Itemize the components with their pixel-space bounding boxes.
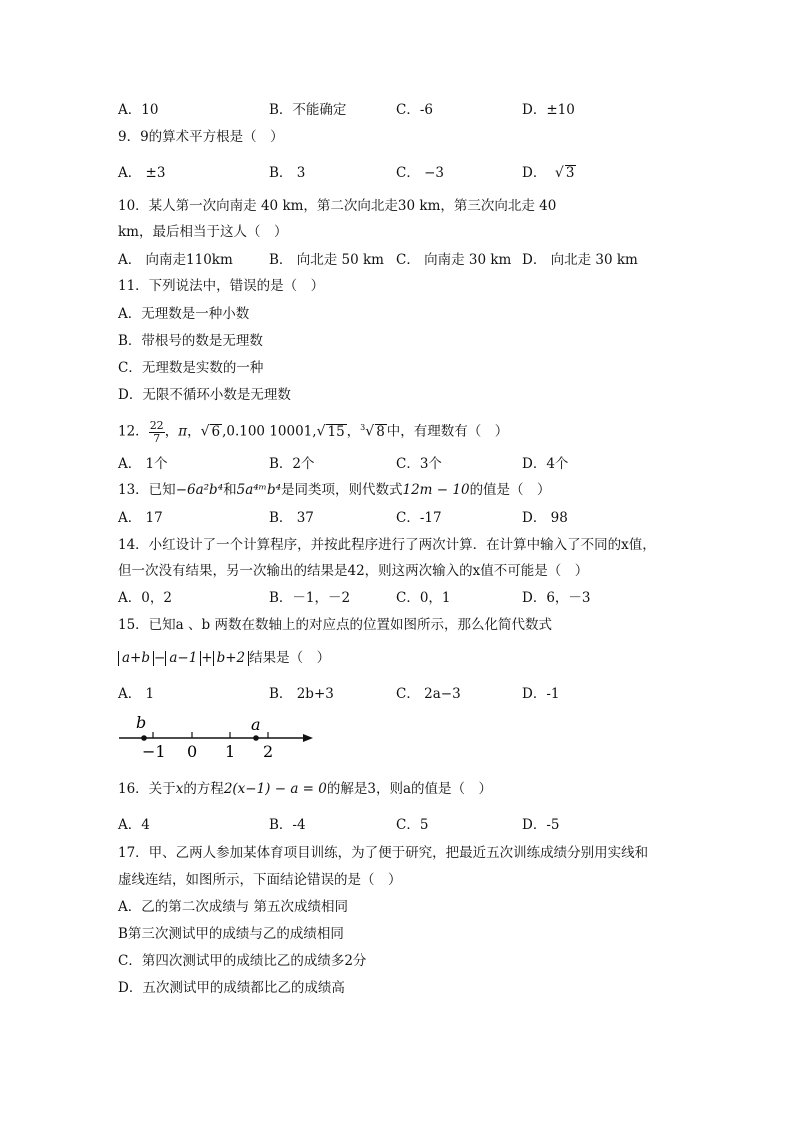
q17-stem-line1: 17．甲、乙两人参加某体育项目训练，为了便于研究，把最近五次训练成绩分别用实线和	[118, 845, 649, 861]
q13-option-c[interactable]: C．-17	[396, 510, 442, 526]
q12-sqrt6: 6	[211, 423, 221, 440]
q10-option-b[interactable]: B． 向北走 50 km	[269, 252, 384, 268]
q10-options	[118, 251, 718, 269]
q16-var: x	[175, 781, 184, 797]
q9-option-a[interactable]: A． ±3	[118, 165, 166, 181]
radical-sign-icon: √	[316, 423, 326, 440]
q11-choice-c[interactable]: C．无理数是实数的一种	[118, 360, 264, 376]
q15-abs1: a+b	[118, 651, 154, 666]
point-b-dot	[141, 735, 147, 741]
q11-choice-a[interactable]: A．无理数是一种小数	[118, 306, 250, 322]
q12-fraction	[149, 420, 165, 445]
q12-frac-den: 7	[153, 431, 161, 445]
q9-stem: 9．9的算术平方根是（ ）	[118, 129, 284, 145]
q17-choice-d[interactable]: D．五次测试甲的成绩都比乙的成绩高	[118, 980, 345, 996]
q11-choice-b[interactable]: B．带根号的数是无理数	[118, 333, 263, 349]
q15-abs3: b+2	[213, 651, 250, 666]
radical-sign-icon: √	[200, 423, 210, 440]
q8-options	[118, 101, 718, 119]
q12-prefix: 12．	[118, 423, 149, 440]
q15-stem-line2	[118, 649, 330, 667]
q10-stem-line1: 10．某人第一次向南走 40 km，第二次向北走30 km，第三次向北走 40	[118, 198, 557, 214]
q14-options	[118, 589, 718, 607]
q11-choice-d[interactable]: D．无限不循环小数是无理数	[118, 387, 291, 403]
q16-options	[118, 816, 718, 834]
q8-option-b[interactable]: B．不能确定	[269, 102, 347, 118]
q12-option-a[interactable]: A． 1个	[118, 456, 168, 472]
q12-decimal: 0.100 10001	[226, 423, 313, 440]
q14-stem-line1: 14．小红设计了一个计算程序，并按此程序进行了两次计算．在计算中输入了不同的x值，	[118, 537, 656, 553]
q12-stem: 12． $\frac{22}{7}$ ，π，√ 6 ,0.100 10001,√ 15 ，$^3$√ 8 中，有理数有（ ）	[118, 418, 509, 445]
q16-stem	[118, 780, 492, 798]
q16-option-c[interactable]: C．5	[396, 817, 429, 833]
q14-stem-line2: 但一次没有结果，另一次输出的结果是42，则这两次输入的x值不可能是（ ）	[118, 563, 589, 579]
point-b-label: b	[136, 713, 147, 732]
q15-stem-line1: 15．已知a 、b 两数在数轴上的对应点的位置如图所示，那么化简代数式	[118, 617, 552, 633]
q13-term2: 5a⁴ᵐb⁴	[236, 482, 281, 498]
q16-option-d[interactable]: D．-5	[522, 817, 560, 833]
q12-cbrt-index: 3	[360, 423, 366, 432]
q16-equation: 2(x−1) − a = 0	[223, 781, 327, 797]
q13-option-d[interactable]: D． 98	[522, 510, 568, 526]
tick-label: −1	[142, 742, 166, 761]
q14-option-a[interactable]: A．0，2	[118, 590, 172, 606]
q17-choice-a[interactable]: A．乙的第二次成绩与 第五次成绩相同	[118, 899, 349, 915]
q15-minus: −	[154, 650, 166, 666]
q10-option-c[interactable]: C． 向南走 30 km	[396, 252, 512, 268]
q14-option-d[interactable]: D．6，－3	[522, 590, 591, 606]
q16-stem-pre: 16．关于	[118, 781, 176, 797]
q15-option-c[interactable]: C． 2a−3	[396, 686, 461, 702]
q15-plus: +	[201, 650, 213, 666]
q12-option-d[interactable]: D．4个	[522, 456, 569, 472]
tick-label: 1	[225, 742, 236, 761]
q13-stem-pre: 13．已知	[118, 482, 176, 498]
q15-options	[118, 685, 718, 703]
q12-sqrt15: 15	[327, 423, 345, 440]
q9-options	[118, 164, 718, 182]
q8-option-c[interactable]: C．-6	[396, 102, 433, 118]
tick-label: 2	[263, 742, 274, 761]
q13-stem-mid: 是同类项，则代数式	[281, 482, 403, 498]
q13-expr: 12m − 10	[402, 482, 470, 498]
q15-option-d[interactable]: D．-1	[522, 686, 560, 702]
q12-cbrt8: 8	[376, 423, 385, 440]
q8-option-a[interactable]: A．10	[118, 102, 159, 118]
q13-stem	[118, 481, 551, 499]
q9-sqrt-value: 3	[565, 165, 575, 181]
q17-choice-b[interactable]: B第三次测试甲的成绩与乙的成绩相同	[118, 926, 344, 942]
q12-option-c[interactable]: C．3个	[396, 456, 442, 472]
q15-option-a[interactable]: A． 1	[118, 686, 155, 702]
point-a-label: a	[251, 715, 261, 734]
q16-stem-post: 的解是3，则a的值是（ ）	[326, 781, 493, 797]
q16-option-a[interactable]: A．4	[118, 817, 150, 833]
radical-sign-icon: √	[554, 165, 564, 181]
q10-option-d[interactable]: D． 向北走 30 km	[522, 252, 638, 268]
q14-option-b[interactable]: B．－1，－2	[269, 590, 351, 606]
q10-option-a[interactable]: A． 向南走110km	[118, 252, 233, 268]
q10-stem-line2: km，最后相当于这人（ ）	[118, 224, 288, 240]
q13-mid: 和	[223, 482, 237, 498]
q12-options	[118, 455, 718, 473]
q12-option-b[interactable]: B．2个	[269, 456, 315, 472]
q12-pi: π	[178, 423, 188, 440]
q15-option-b[interactable]: B． 2b+3	[269, 686, 334, 702]
q8-option-d[interactable]: D．±10	[522, 102, 575, 118]
q13-term1: −6a²b⁴	[175, 482, 224, 498]
arrow-right-icon	[303, 734, 313, 742]
q15-number-line	[115, 712, 320, 762]
q11-stem: 11．下列说法中，错误的是（ ）	[118, 278, 325, 294]
q14-option-c[interactable]: C．0，1	[396, 590, 451, 606]
q9-option-b[interactable]: B． 3	[269, 165, 306, 181]
q17-stem-line2: 虚线连结，如图所示，下面结论错误的是（ ）	[118, 872, 402, 888]
q13-option-a[interactable]: A． 17	[118, 510, 163, 526]
q9-option-d[interactable]	[522, 164, 576, 182]
q9-option-d-label: D．	[522, 165, 547, 181]
q17-choice-c[interactable]: C．第四次测试甲的成绩比乙的成绩多2分	[118, 953, 367, 969]
q13-stem-post: 的值是（ ）	[469, 482, 551, 498]
q15-abs2: a−1	[165, 651, 201, 666]
point-a-dot	[253, 735, 259, 741]
q16-stem-mid: 的方程	[183, 781, 224, 797]
q16-option-b[interactable]: B．-4	[269, 817, 306, 833]
q9-option-c[interactable]: C． −3	[396, 165, 445, 181]
radical-sign-icon: √	[365, 423, 375, 440]
q12-frac-num: 22	[149, 418, 164, 432]
q12-suffix: 中，有理数有（ ）	[386, 423, 509, 440]
q15-stem-post: 结果是（ ）	[249, 650, 331, 666]
tick-label: 0	[187, 742, 198, 761]
q13-option-b[interactable]: B． 37	[269, 510, 314, 526]
q13-options	[118, 509, 718, 527]
